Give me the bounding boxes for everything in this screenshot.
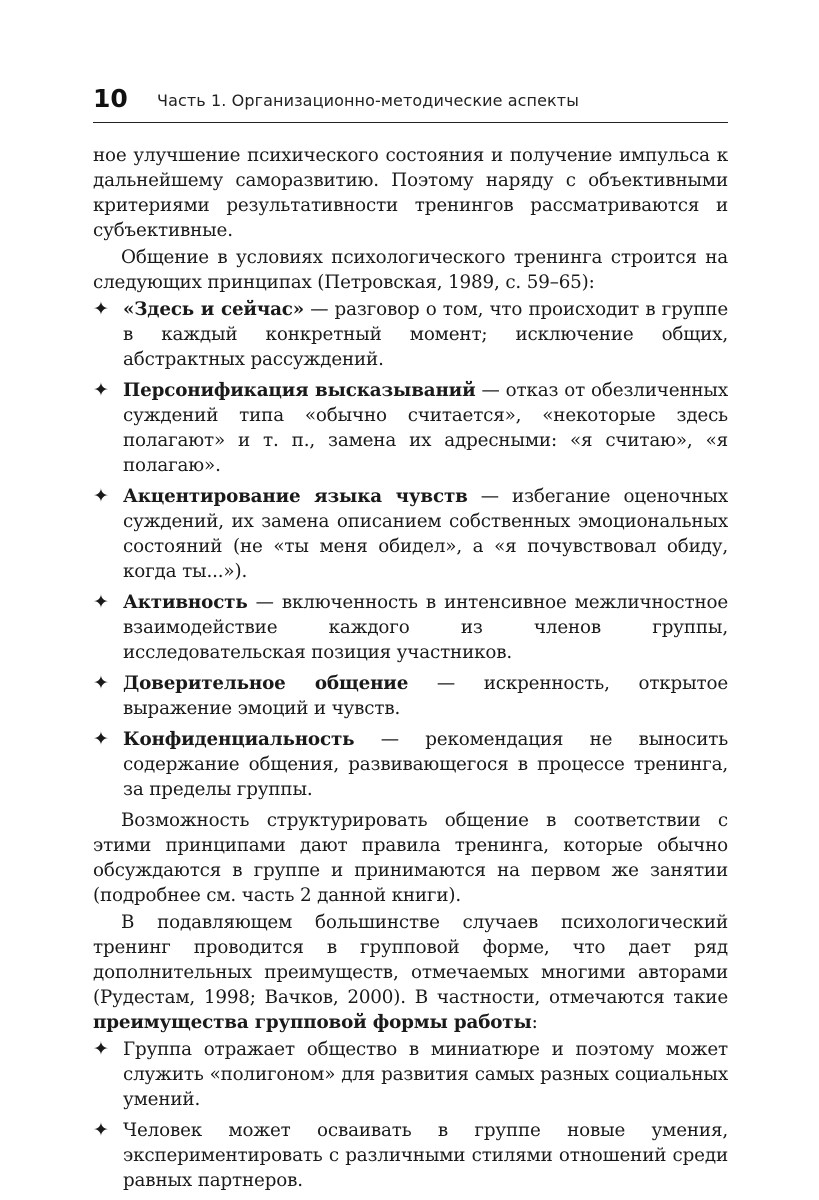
four-point-star-icon: ✦	[93, 379, 109, 401]
principle-text: — разговор о том, что происходит в группе в каждый конкретный момент; исключение общих, абстрактных рассуждений.	[123, 299, 728, 370]
paragraph: ное улучшение психического состояния и получение импульса к дальнейшему саморазвитию. Поэтому наряду с объективными критериями результативности тренингов рассматриваются и субъективные.	[93, 145, 728, 241]
four-point-star-icon: ✦	[93, 728, 109, 750]
bold-phrase: преимущества групповой формы работы	[93, 1012, 532, 1033]
principle-text: — избегание оценочных суждений, их замена описанием собственных эмоциональных состояний (не «ты меня обидел», а «я почувствовал обиду, когда ты...»).	[123, 486, 728, 582]
list-item	[93, 727, 728, 802]
four-point-star-icon: ✦	[93, 1038, 109, 1060]
running-head: Часть 1. Организационно-методические аспекты	[157, 91, 579, 110]
paragraph-text: В подавляющем большинстве случаев психологический тренинг проводится в групповой форме, что дает ряд дополнительных преимуществ, отмечаемых многими авторами (Рудестам, 1998; Вачков, 2000). В частности, отмечаются такие	[93, 912, 728, 1008]
advantage-text: Группа отражает общество в миниатюре и поэтому может служить «полигоном» для развития самых разных социальных умений.	[123, 1039, 728, 1110]
advantages-list	[93, 1037, 728, 1193]
principle-term: Активность	[123, 592, 248, 613]
principle-term: Акцентирование языка чувств	[123, 486, 468, 507]
list-item	[93, 1118, 728, 1193]
principle-text: — рекомендация не выносить содержание общения, развивающегося в процессе тренинга, за пределы группы.	[123, 729, 728, 800]
four-point-star-icon: ✦	[93, 485, 109, 507]
four-point-star-icon: ✦	[93, 672, 109, 694]
page-number: 10	[93, 84, 128, 113]
paragraph: Возможность структурировать общение в соответствии с этими принципами дают правила тренинга, которые обычно обсуждаются в группе и принимаются на первом же занятии (подробнее см. часть 2 данной книги).	[93, 810, 728, 906]
paragraph-text: :	[531, 1012, 538, 1033]
list-item	[93, 378, 728, 478]
page-header	[93, 82, 728, 123]
principle-text: — отказ от обезличенных суждений типа «обычно считается», «некоторые здесь полагают» и т. п., замена их адресными: «я считаю», «я полагаю».	[123, 380, 728, 476]
principle-text: — включенность в интенсивное межличностное взаимодействие каждого из членов группы, исследовательская позиция участников.	[123, 592, 728, 663]
four-point-star-icon: ✦	[93, 1119, 109, 1141]
list-item	[93, 590, 728, 665]
paragraph	[93, 910, 728, 1035]
list-item	[93, 671, 728, 721]
principle-term: Персонификация высказываний	[123, 380, 476, 401]
list-item	[93, 484, 728, 584]
list-item	[93, 297, 728, 372]
four-point-star-icon: ✦	[93, 298, 109, 320]
page-body	[93, 143, 728, 1199]
advantage-text: Человек может осваивать в группе новые умения, экспериментировать с различными стилями отношений среди равных партнеров.	[123, 1120, 728, 1191]
principle-term: «Здесь и сейчас»	[123, 299, 305, 320]
principle-text: — искренность, открытое выражение эмоций и чувств.	[123, 673, 728, 719]
list-item	[93, 1037, 728, 1112]
four-point-star-icon: ✦	[93, 591, 109, 613]
paragraph: Общение в условиях психологического тренинга строится на следующих принципах (Петровская, 1989, с. 59–65):	[93, 247, 728, 293]
principles-list	[93, 297, 728, 802]
principle-term: Конфиденциальность	[123, 729, 355, 750]
principle-term: Доверительное общение	[123, 673, 409, 694]
